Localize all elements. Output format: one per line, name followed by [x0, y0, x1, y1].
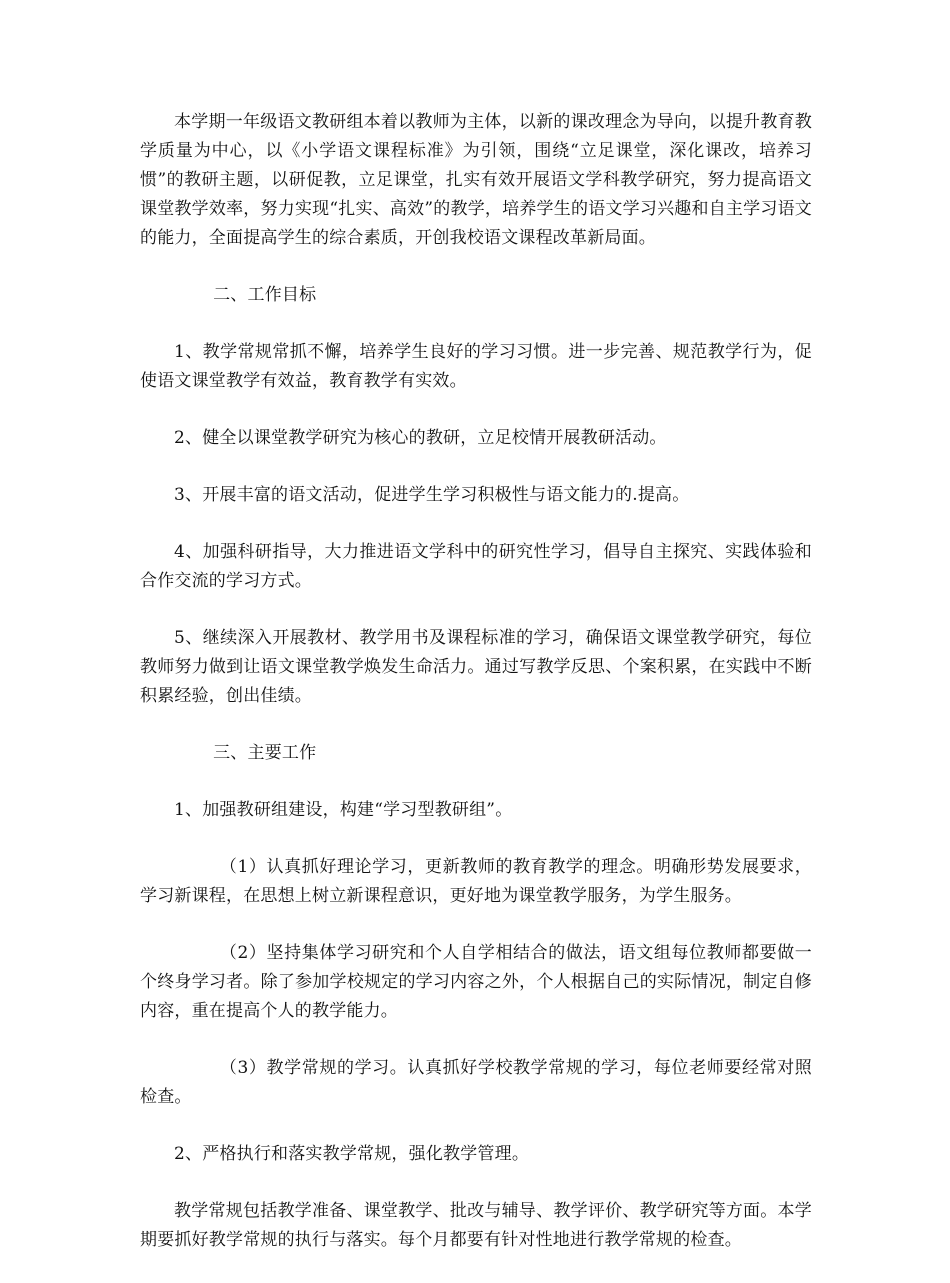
- section-heading-main-work: 三、主要工作: [213, 743, 317, 763]
- intro-paragraph: 本学期一年级语文教研组本着以教师为主体，以新的课改理念为导向，以提升教育教学质量为中心，以《小学语文课程标准》为引领，围绕“立足课堂，深化课改，培养习惯”的教研主题，以研促教，立足课堂，扎实有效开展语文学科教学研究，努力提高语文课堂教学效率，努力实现“扎实、高效”的教学，培养学生的语文学习兴趣和自主学习语文的能力，全面提高学生的综合素质，开创我校语文课程改革新局面。: [140, 112, 812, 248]
- work-item-2: 2、严格执行和落实教学常规，强化教学管理。: [174, 1144, 530, 1164]
- work-item-1: 1、加强教研组建设，构建“学习型教研组”。: [174, 800, 513, 820]
- goal-item-3: 3、开展丰富的语文活动，促进学生学习积极性与语文能力的.提高。: [174, 485, 690, 505]
- section-heading-goals: 二、工作目标: [213, 285, 317, 305]
- goal-item-5: 5、继续深入开展教材、教学用书及课程标准的学习，确保语文课堂教学研究，每位教师努力做到让语文课堂教学焕发生命活力。通过写教学反思、个案积累，在实践中不断积累经验，创出佳绩。: [140, 628, 812, 706]
- work-subitem-1: （1）认真抓好理论学习，更新教师的教育教学的理念。明确形势发展要求，学习新课程，在思想上树立新课程意识，更好地为课堂教学服务，为学生服务。: [140, 857, 812, 906]
- goal-item-1: 1、教学常规常抓不懈，培养学生良好的学习习惯。进一步完善、规范教学行为，促使语文课堂教学有效益，教育教学有实效。: [140, 342, 812, 391]
- work-item-2-detail: 教学常规包括教学准备、课堂教学、批改与辅导、教学评价、教学研究等方面。本学期要抓好教学常规的执行与落实。每个月都要有针对性地进行教学常规的检查。: [140, 1201, 812, 1250]
- work-subitem-2: （2）坚持集体学习研究和个人自学相结合的做法，语文组每位教师都要做一个终身学习者。除了参加学校规定的学习内容之外，个人根据自己的实际情况，制定自修内容，重在提高个人的教学能力。: [140, 943, 812, 1021]
- document-page: [140, 108, 812, 1283]
- goal-item-2: 2、健全以课堂教学研究为核心的教研，立足校情开展教研活动。: [174, 428, 667, 448]
- work-subitem-3: （3）教学常规的学习。认真抓好学校教学常规的学习，每位老师要经常对照检查。: [140, 1058, 812, 1107]
- goal-item-4: 4、加强科研指导，大力推进语文学科中的研究性学习，倡导自主探究、实践体验和合作交流的学习方式。: [140, 542, 812, 591]
